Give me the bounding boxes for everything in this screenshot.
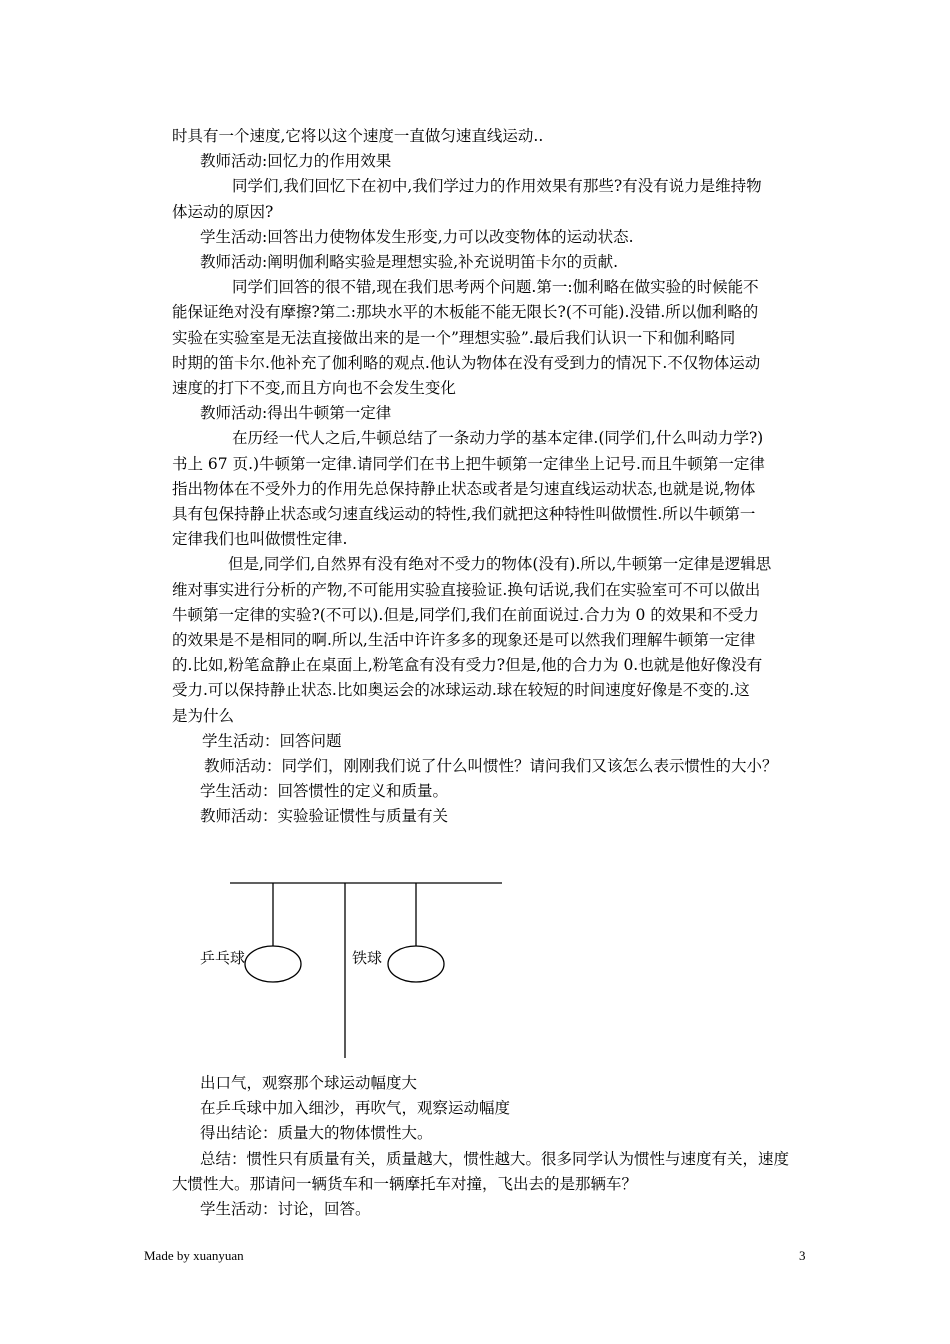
text-line: 教师活动：同学们，刚刚我们说了什么叫惯性？请问我们又该怎么表示惯性的大小？ [204, 757, 778, 776]
text-line: 在历经一代人之后,牛顿总结了一条动力学的基本定律.(同学们,什么叫动力学?) [232, 429, 764, 448]
text-line: 牛顿第一定律的实验?(不可以).但是,同学们,我们在前面说过.合力为 0 的效果和不受力 [172, 605, 759, 624]
body-text-upper [172, 124, 812, 830]
text-line: 时具有一个速度,它将以这个速度一直做匀速直线运动.. [172, 127, 544, 145]
text-line: 大惯性大。那请问一辆货车和一辆摩托车对撞，飞出去的是那辆车？ [172, 1174, 638, 1193]
text-line: 但是,同学们,自然界有没有绝对不受力的物体(没有).所以,牛顿第一定律是逻辑思 [228, 555, 772, 574]
text-line: 教师活动：实验验证惯性与质量有关 [200, 807, 449, 826]
text-line: 教师活动:阐明伽利略实验是理想实验,补充说明笛卡尔的贡献. [200, 253, 619, 272]
text-line: 定律我们也叫做惯性定律. [172, 530, 348, 549]
text-line: 得出结论：质量大的物体惯性大。 [200, 1124, 433, 1143]
label-iron-ball: 铁球 [352, 949, 383, 967]
text-line: 具有包保持静止状态或匀速直线运动的特性,我们就把这种特性叫做惯性.所以牛顿第一 [172, 505, 756, 524]
text-line: 教师活动:得出牛顿第一定律 [200, 404, 392, 423]
text-line: 的.比如,粉笔盒静止在桌面上,粉笔盒有没有受力?但是,他的合力为 0.也就是他好像没有 [172, 656, 763, 675]
text-line: 学生活动：讨论，回答。 [200, 1200, 371, 1219]
text-line: 指出物体在不受外力的作用先总保持静止状态或者是匀速直线运动状态,也就是说,物体 [172, 479, 756, 498]
text-line: 的效果是不是相同的啊.所以,生活中许许多多的现象还是可以然我们理解牛顿第一定律 [172, 631, 756, 650]
text-line: 同学们,我们回忆下在初中,我们学过力的作用效果有那些?有没有说力是维持物 [232, 177, 762, 196]
footer-page-number: 3 [799, 1248, 806, 1263]
text-line: 书上 67 页.)牛顿第一定律.请同学们在书上把牛顿第一定律坐上记号.而且牛顿第一定律 [172, 454, 765, 473]
text-line: 时期的笛卡尔.他补充了伽利略的观点.他认为物体在没有受到力的情况下.不仅物体运动 [172, 353, 761, 372]
text-line: 受力.可以保持静止状态.比如奥运会的冰球运动.球在较短的时间速度好像是不变的.这 [172, 681, 750, 700]
text-line: 学生活动:回答出力使物体发生形变,力可以改变物体的运动状态. [200, 227, 634, 246]
text-line: 同学们回答的很不错,现在我们思考两个问题.第一:伽利略在做实验的时候能不 [232, 278, 759, 297]
pendulum-diagram-svg [190, 872, 520, 1062]
text-line: 实验在实验室是无法直接做出来的是一个”理想实验”.最后我们认识一下和伽利略同 [172, 328, 736, 347]
body-text-lower [172, 1071, 812, 1222]
iron-ball [388, 946, 444, 982]
text-line: 维对事实进行分析的产物,不可能用实验直接验证.换句话说,我们在实验室可不可以做出 [172, 580, 761, 599]
ping-pong-ball [245, 946, 301, 982]
text-line: 教师活动:回忆力的作用效果 [200, 152, 392, 171]
text-line: 在乒乓球中加入细沙，再吹气，观察运动幅度 [200, 1099, 511, 1118]
inertia-experiment-diagram [190, 872, 520, 1062]
text-line: 能保证绝对没有摩擦?第二:那块水平的木板能不能无限长?(不可能).没错.所以伽利略的 [172, 303, 759, 322]
text-line: 学生活动：回答问题 [202, 731, 342, 750]
text-line: 体运动的原因? [172, 202, 274, 221]
text-line: 学生活动：回答惯性的定义和质量。 [200, 782, 449, 801]
text-line: 总结：惯性只有质量有关，质量越大，惯性越大。很多同学认为惯性与速度有关，速度 [200, 1149, 790, 1168]
text-line: 出口气，观察那个球运动幅度大 [200, 1074, 418, 1092]
label-ping-pong-ball: 乒乓球 [200, 949, 246, 967]
footer-author: Made by xuanyuan [144, 1248, 244, 1263]
text-line: 是为什么 [172, 706, 235, 725]
text-line: 速度的打下不变,而且方向也不会发生变化 [172, 379, 456, 398]
